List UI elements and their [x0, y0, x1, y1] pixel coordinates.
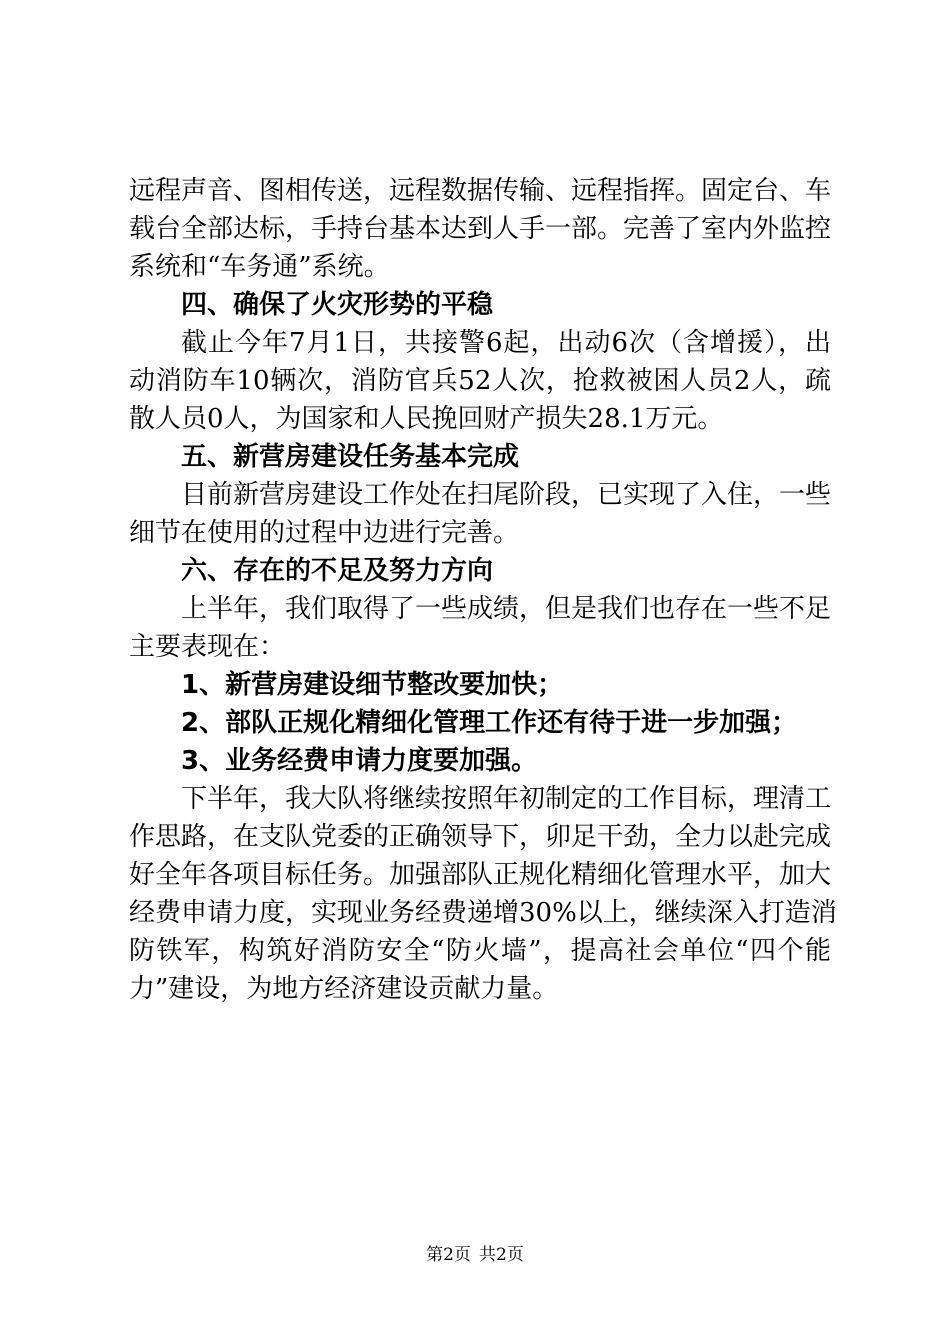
- paragraph-line: 载台全部达标，手持台基本达到人手一部。完善了室内外监控: [129, 214, 832, 244]
- paragraph-line: 作思路，在支队党委的正确领导下，卯足干劲，全力以赴完成: [129, 822, 832, 852]
- paragraph-line: 力”建设，为地方经济建设贡献力量。: [129, 974, 559, 1004]
- page-footer: [0, 1244, 950, 1266]
- page-total: 共2页: [479, 1245, 524, 1265]
- paragraph-line: 细节在使用的过程中边进行完善。: [129, 518, 520, 548]
- paragraph-line: 目前新营房建设工作处在扫尾阶段，已实现了入住，一些: [181, 480, 832, 510]
- list-item: 2、部队正规化精细化管理工作还有待于进一步加强；: [181, 708, 798, 738]
- list-item: 3、业务经费申请力度要加强。: [181, 746, 538, 776]
- paragraph-line: 经费申请力度，实现业务经费递增30%以上，继续深入打造消: [129, 898, 837, 928]
- paragraph-line: 主要表现在：: [129, 632, 286, 662]
- paragraph-line: 散人员0人，为国家和人民挽回财产损失28.1万元。: [129, 404, 724, 434]
- paragraph-line: 远程声音、图相传送，远程数据传输、远程指挥。固定台、车: [129, 176, 832, 206]
- paragraph-line: 下半年，我大队将继续按照年初制定的工作目标，理清工: [181, 784, 832, 814]
- paragraph-line: 动消防车10辆次，消防官兵52人次，抢救被困人员2人，疏: [129, 366, 831, 396]
- paragraph-line: 防铁军，构筑好消防安全“防火墙”，提高社会单位“四个能: [129, 936, 831, 966]
- section-heading: 六、存在的不足及努力方向: [181, 556, 494, 586]
- list-item: 1、新营房建设细节整改要加快；: [181, 670, 564, 700]
- paragraph-line: 好全年各项目标任务。加强部队正规化精细化管理水平，加大: [129, 860, 832, 890]
- page-number: 第2页: [426, 1245, 471, 1265]
- paragraph-line: 系统和“车务通”系统。: [129, 252, 390, 282]
- paragraph-line: 截止今年7月1日，共接警6起，出动6次（含增援），出: [181, 328, 831, 358]
- section-heading: 四、确保了火灾形势的平稳: [181, 290, 494, 320]
- section-heading: 五、新营房建设任务基本完成: [181, 442, 520, 472]
- paragraph-line: 上半年，我们取得了一些成绩，但是我们也存在一些不足: [181, 594, 832, 624]
- document-body: [129, 172, 837, 1008]
